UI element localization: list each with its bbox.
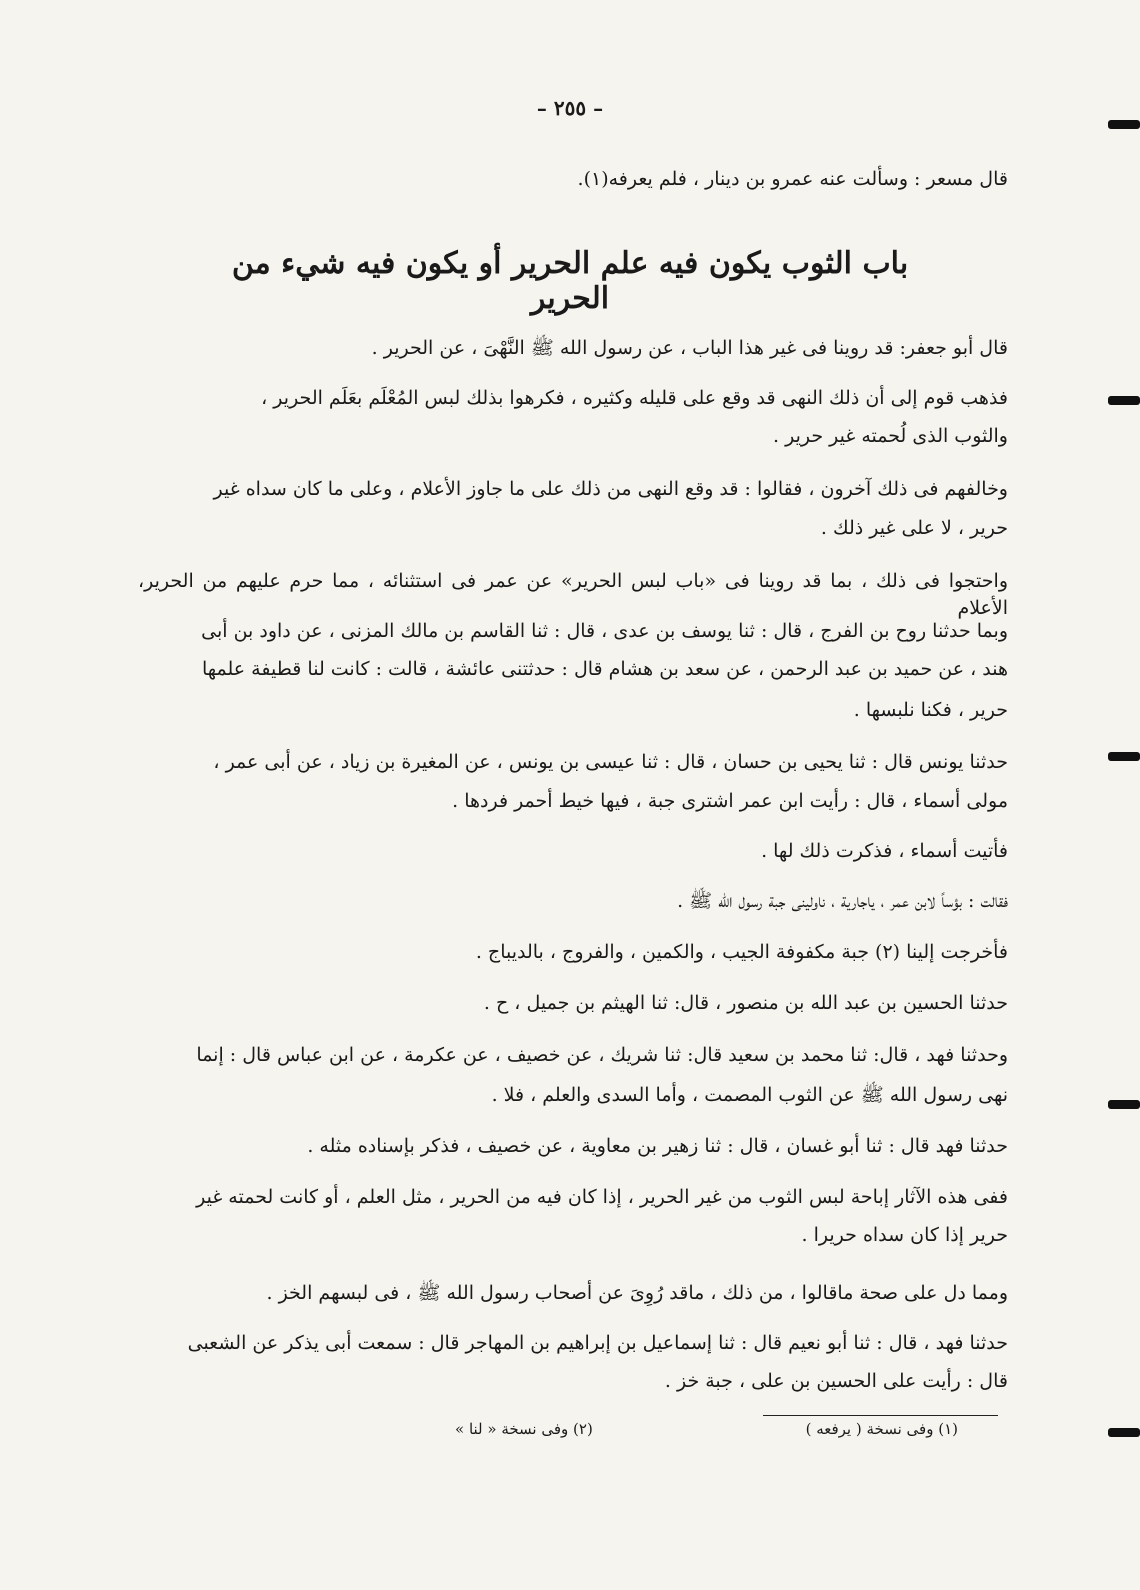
text-line: حرير ، فكنا نلبسها . xyxy=(853,699,1008,721)
text-line: وبما حدثنا روح بن الفرج ، قال : ثنا يوسف بن عدى ، قال : ثنا القاسم بن مالك المزنى ، عن داود بن أبى xyxy=(201,620,1008,642)
footnote-1: (١) وفى نسخة ( يرفعه ) xyxy=(805,1420,958,1438)
text-line: نهى رسول الله ﷺ عن الثوب المصمت ، وأما السدى والعلم ، فلا . xyxy=(491,1084,1008,1106)
binding-mark xyxy=(1108,120,1140,129)
text-line: مولى أسماء ، قال : رأيت ابن عمر اشترى جبة ، فيها خيط أحمر فردها . xyxy=(452,790,1008,812)
binding-mark xyxy=(1108,752,1140,761)
text-line: حرير ، لا على غير ذلك . xyxy=(820,517,1008,539)
text-line: حدثنا الحسين بن عبد الله بن منصور ، قال: ثنا الهيثم بن جميل ، ح . xyxy=(483,992,1008,1014)
opening-line: قال مسعر : وسألت عنه عمرو بن دينار ، فلم يعرفه(١). xyxy=(577,168,1008,190)
text-line: حرير إذا كان سداه حريرا . xyxy=(801,1224,1008,1246)
text-line: حدثنا يونس قال : ثنا يحيى بن حسان ، قال : ثنا عيسى بن يونس ، عن المغيرة بن زياد ، عن أبى عمر ، xyxy=(213,751,1008,773)
text-line: ففى هذه الآثار إباحة لبس الثوب من غير الحرير ، إذا كان فيه من الحرير ، مثل العلم ، أو كانت لحمته غير xyxy=(196,1186,1008,1208)
text-line: قال : رأيت على الحسين بن على ، جبة خز . xyxy=(664,1370,1008,1392)
footnote-divider xyxy=(763,1415,998,1416)
text-line: والثوب الذى لُحمته غير حرير . xyxy=(773,425,1008,447)
binding-mark xyxy=(1108,396,1140,405)
text-line: قال أبو جعفر: قد روينا فى غير هذا الباب ، عن رسول الله ﷺ النَّهْىَ ، عن الحرير . xyxy=(371,337,1008,359)
text-line: حدثنا فهد قال : ثنا أبو غسان ، قال : ثنا زهير بن معاوية ، عن خصيف ، فذكر بإسناده مثله . xyxy=(307,1135,1008,1157)
text-line: وحدثنا فهد ، قال: ثنا محمد بن سعيد قال: ثنا شريك ، عن خصيف ، عن عكرمة ، عن ابن عباس قال : إنما xyxy=(196,1044,1008,1066)
binding-mark xyxy=(1108,1100,1140,1109)
text-line: هند ، عن حميد بن عبد الرحمن ، عن سعد بن هشام قال : حدثتنى عائشة ، قالت : كانت لنا قطيفة علمها xyxy=(201,658,1008,680)
page-number: – ٢٥٥ – xyxy=(536,96,604,120)
text-line: فذهب قوم إلى أن ذلك النهى قد وقع على قليله وكثيره ، فكرهوا بذلك لبس المُعْلَم بعَلَم الحرير ، xyxy=(261,387,1008,409)
text-line: وخالفهم فى ذلك آخرون ، فقالوا : قد وقع النهى من ذلك على ما جاوز الأعلام ، وعلى ما كان سداه غير xyxy=(213,478,1008,500)
text-line: واحتجوا فى ذلك ، بما قد روينا فى «باب لبس الحرير» عن عمر فى استثنائه ، مما حرم عليهم من الحرير، الأعلام xyxy=(138,570,1008,619)
text-line: ومما دل على صحة ماقالوا ، من ذلك ، ماقد رُوِىَ عن أصحاب رسول الله ﷺ ، فى لبسهم الخز . xyxy=(266,1282,1008,1304)
chapter-heading: باب الثوب يكون فيه علم الحرير أو يكون فيه شيء من الحرير xyxy=(231,246,909,316)
text-line: فأخرجت إلينا (٢) جبة مكفوفة الجيب ، والكمين ، والفروج ، بالديباج . xyxy=(475,941,1008,963)
text-line: فأتيت أسماء ، فذكرت ذلك لها . xyxy=(761,840,1008,862)
text-line: فقالت : بؤساً لابن عمر ، ياجارية ، ناولينى جبة رسول الله ﷺ . xyxy=(677,890,1008,912)
binding-mark xyxy=(1108,1428,1140,1437)
text-line: حدثنا فهد ، قال : ثنا أبو نعيم قال : ثنا إسماعيل بن إبراهيم بن المهاجر قال : سمعت أبى يذكر عن الشعبى xyxy=(187,1332,1008,1354)
footnote-2: (٢) وفى نسخة « لنا » xyxy=(455,1420,593,1438)
